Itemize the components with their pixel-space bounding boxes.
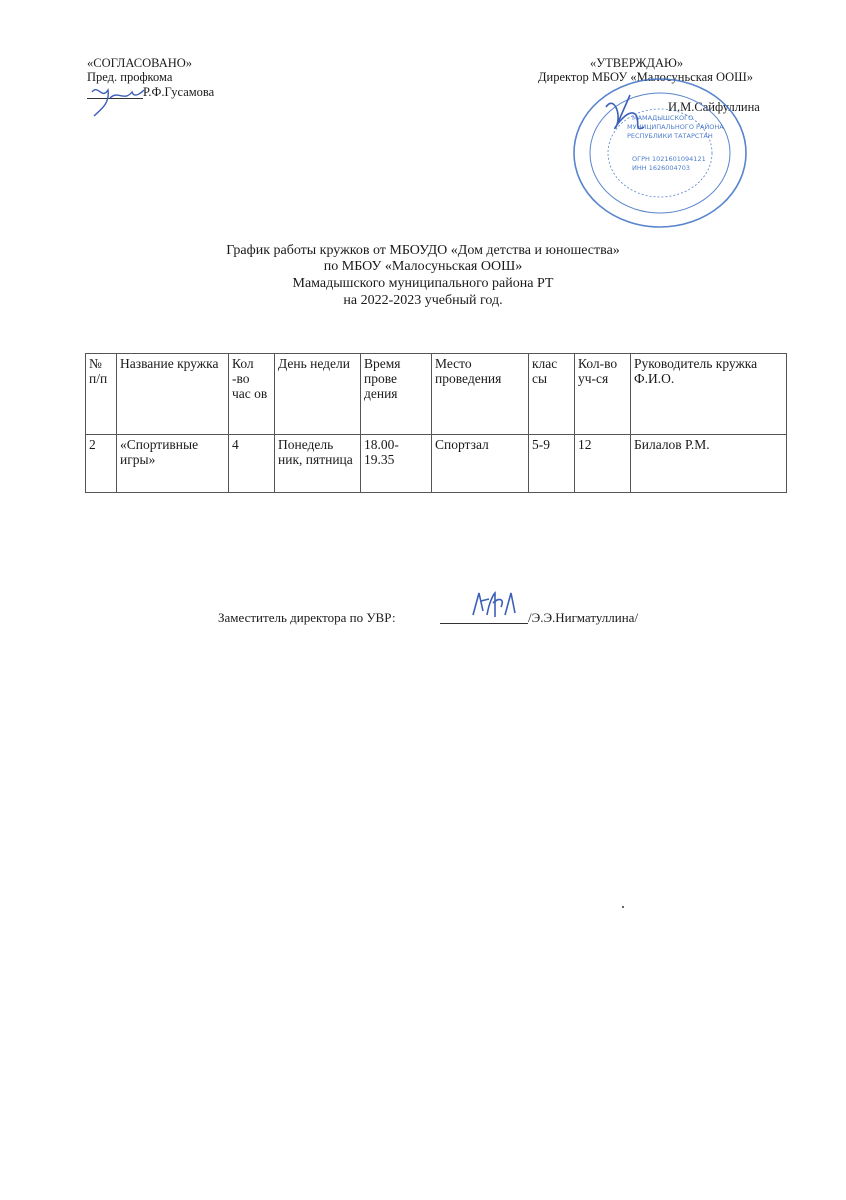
header-time: Время прове дения [361,354,432,435]
header-weekday: День недели [275,354,361,435]
stamp-line-3: РЕСПУБЛИКИ ТАТАРСТАН [627,132,713,140]
agreed-title: «СОГЛАСОВАНО» [87,56,193,70]
cell-club-name: «Спортивные игры» [117,435,229,493]
header-grades: клас сы [529,354,575,435]
document-title-line-3: Мамадышского муниципального района РТ [292,276,554,291]
document-title-line-1: График работы кружков от МБОУДО «Дом детства и юношества» [226,243,620,258]
schedule-table [85,353,787,493]
cell-grades: 5-9 [529,435,575,493]
document-title-line-2: по МБОУ «Малосуньская ООШ» [323,259,523,274]
document-title-line-4: на 2022-2023 учебный год. [343,293,503,308]
stray-mark [622,906,624,908]
deputy-director-label: Заместитель директора по УВР: [218,610,396,625]
deputy-director-name: /Э.Э.Нигматуллина/ [528,610,639,625]
table-header-row [86,354,787,435]
cell-leader: Билалов Р.М. [631,435,787,493]
stamp-line-5: ИНН 1626004703 [632,164,691,172]
agreed-signature-icon [80,80,150,120]
header-leader: Руководитель кружка Ф.И.О. [631,354,787,435]
approve-title: «УТВЕРЖДАЮ» [590,56,684,70]
table-row [86,435,787,493]
header-location: Место проведения [432,354,529,435]
official-stamp-icon [570,75,750,235]
cell-number: 2 [86,435,117,493]
cell-students: 12 [575,435,631,493]
cell-location: Спортзал [432,435,529,493]
cell-hours: 4 [229,435,275,493]
cell-weekday: Понедель ник, пятница [275,435,361,493]
deputy-signature-icon [465,585,525,625]
agreed-name: Р.Ф.Гусамова [143,85,215,99]
header-students: Кол-во уч-ся [575,354,631,435]
header-club-name: Название кружка [117,354,229,435]
header-number: № п/п [86,354,117,435]
stamp-line-4: ОГРН 1021601094121 [632,155,706,163]
stamp-line-1: МАМАДЫШСКОГО [632,114,694,122]
agreed-role: Пред. профкома [87,70,173,84]
cell-time: 18.00-19.35 [361,435,432,493]
approve-role: Директор МБОУ «Малосуньская ООШ» [538,70,753,84]
stamp-line-2: МУНИЦИПАЛЬНОГО РАЙОНА [627,123,724,131]
header-hours: Кол -во час ов [229,354,275,435]
approve-name: И.М.Сайфуллина [668,100,760,114]
